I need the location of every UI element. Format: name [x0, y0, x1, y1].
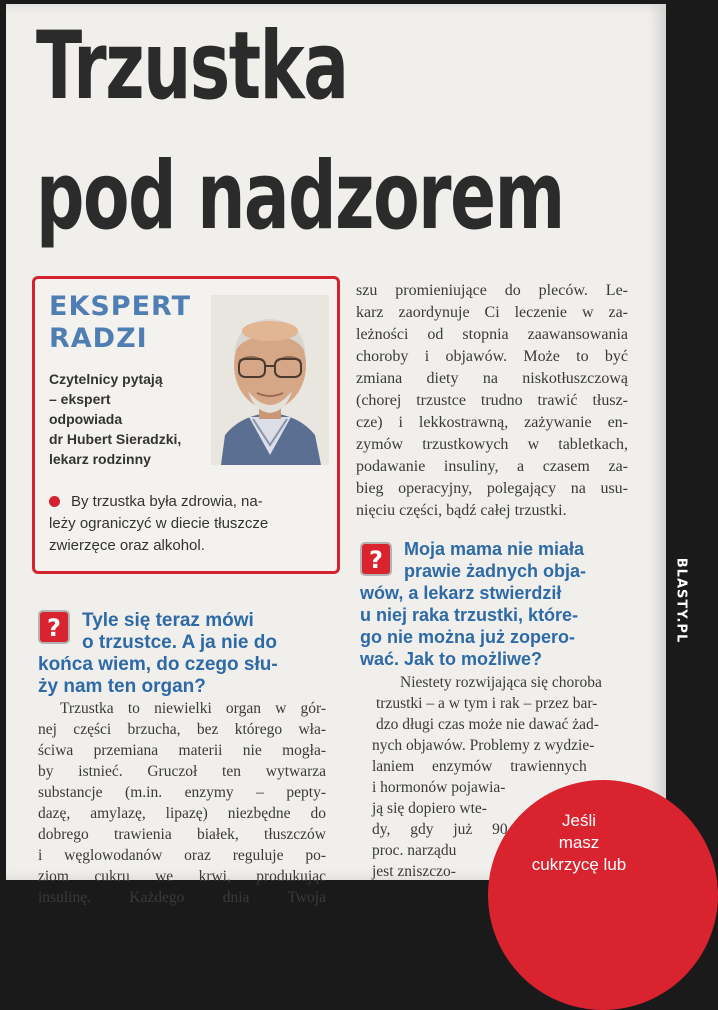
column-2-line: szu promieniujące do pleców. Le- — [356, 282, 628, 299]
question-1-line: o trzustce. A ja nie do — [82, 632, 277, 653]
question-1-line: Tyle się teraz mówi — [82, 610, 254, 631]
expert-tip-line: leży ograniczyć w diecie tłuszcze — [49, 515, 269, 532]
answer-2-line: laniem enzymów trawiennych — [372, 758, 587, 775]
answer-1-line: dobrego trawienia białek, tłuszczów — [38, 826, 326, 843]
watermark-text: BLASTY.PL — [673, 557, 689, 643]
column-2-text — [356, 280, 628, 522]
answer-1-line: insulinę. Każdego dnia Twoja — [38, 889, 326, 906]
answer-1-line: nej części brzucha, bez którego wła- — [38, 721, 326, 738]
column-2-line: leżności od stopnia zaawansowania — [356, 326, 628, 343]
question-2-line: u niej raka trzustki, które- — [360, 605, 579, 625]
expert-caption-line: Czytelnicy pytają — [49, 371, 163, 387]
answer-2-line: Niestety rozwijająca się choroba — [400, 674, 602, 691]
answer-1-line: dazę, amylazę, lipazę) niezbędne do — [38, 805, 326, 822]
answer-1-line: i węglowodanów oraz reguluje po- — [38, 847, 326, 864]
answer-2-line: ją się dopiero wte- — [372, 800, 487, 817]
column-2-line: podawanie insuliny, a czasem za- — [356, 458, 628, 475]
answer-2-line: dzo długi czas może nie dawać żad- — [376, 716, 599, 733]
question-2-line: prawie żadnych obja- — [404, 561, 587, 581]
column-2-line: zymów trzustkowych w tabletkach, — [356, 436, 628, 453]
column-2-line: cze) i lekkostrawną, zażywanie en- — [356, 414, 628, 431]
headline-line-2: pod nadzorem — [36, 142, 564, 251]
expert-title — [49, 291, 191, 355]
callout-line: cukrzycę lub — [531, 855, 627, 874]
question-2-line: Moja mama nie miała — [404, 539, 585, 559]
answer-1-line: by istnieć. Gruczoł ten wytwarza — [38, 763, 326, 780]
answer-2-line: dy, gdy już 90 — [372, 821, 508, 838]
expert-caption-line: odpowiada — [49, 411, 123, 427]
question-1 — [38, 610, 338, 698]
expert-tip-text: By trzustka była zdrowia, na- — [71, 493, 263, 510]
expert-tip — [49, 491, 327, 557]
answer-2-line: trzustki – a w tym i rak – przez bar- — [376, 695, 598, 712]
callout-line: masz — [558, 833, 600, 852]
expert-tip-line: zwierzęce oraz alkohol. — [49, 537, 205, 554]
callout-text — [514, 810, 644, 876]
column-2-line: zmiana diety na niskotłuszczową — [356, 370, 628, 387]
question-1-line: ży nam ten organ? — [38, 676, 206, 697]
expert-caption-line: lekarz rodzinny — [49, 451, 151, 467]
answer-1-line: substancje (m.in. enzymy – pepty- — [38, 784, 326, 801]
answer-1-line: ściwa przemiana materii nie mogła- — [38, 742, 326, 759]
answer-2-line: proc. narządu — [372, 842, 457, 859]
answer-2-line: jest zniszczo- — [372, 863, 456, 880]
watermark-badge — [670, 552, 692, 648]
column-2-line: karz zaordynuje Ci leczenie w za- — [356, 304, 628, 321]
question-2 — [360, 538, 636, 670]
answer-1 — [38, 698, 326, 908]
answer-2-line: i hormonów pojawia- — [372, 779, 506, 796]
question-1-line: końca wiem, do czego słu- — [38, 654, 278, 675]
question-2-line: wać. Jak to możliwe? — [360, 649, 543, 669]
answer-1-line: Trzustka to niewielki organ w gór- — [60, 700, 326, 717]
question-glyph: ? — [47, 614, 61, 642]
question-2-line: go nie można już zopero- — [360, 627, 575, 647]
column-2-line: (chorej trzustce trudno trawić tłusz- — [356, 392, 628, 409]
expert-caption-line: – ekspert — [49, 391, 111, 407]
newspaper-page — [6, 4, 666, 906]
column-2-line: bieg operacyjny, polegający na usu- — [356, 480, 628, 497]
question-2-line: wów, a lekarz stwierdził — [360, 583, 562, 603]
column-2-line: choroby i objawów. Może to być — [356, 348, 628, 365]
bullet-dot-icon — [49, 496, 60, 507]
headline-line-1: Trzustka — [36, 12, 348, 121]
answer-1-line: ziom cukru we krwi, produkując — [38, 868, 326, 885]
expert-caption-line: dr Hubert Sieradzki, — [49, 431, 182, 447]
answer-2-line: nych objawów. Problemy z wydzie- — [372, 737, 595, 754]
question-glyph: ? — [369, 546, 383, 574]
expert-title-line: RADZI — [49, 323, 148, 354]
expert-title-line: EKSPERT — [49, 291, 192, 322]
expert-box — [32, 276, 340, 574]
expert-caption — [49, 369, 219, 469]
expert-portrait — [211, 295, 329, 465]
expert-tip-line — [49, 491, 327, 513]
column-2-line: nięciu części, bądź całej trzustki. — [356, 502, 567, 519]
callout-line: Jeśli — [561, 811, 596, 830]
